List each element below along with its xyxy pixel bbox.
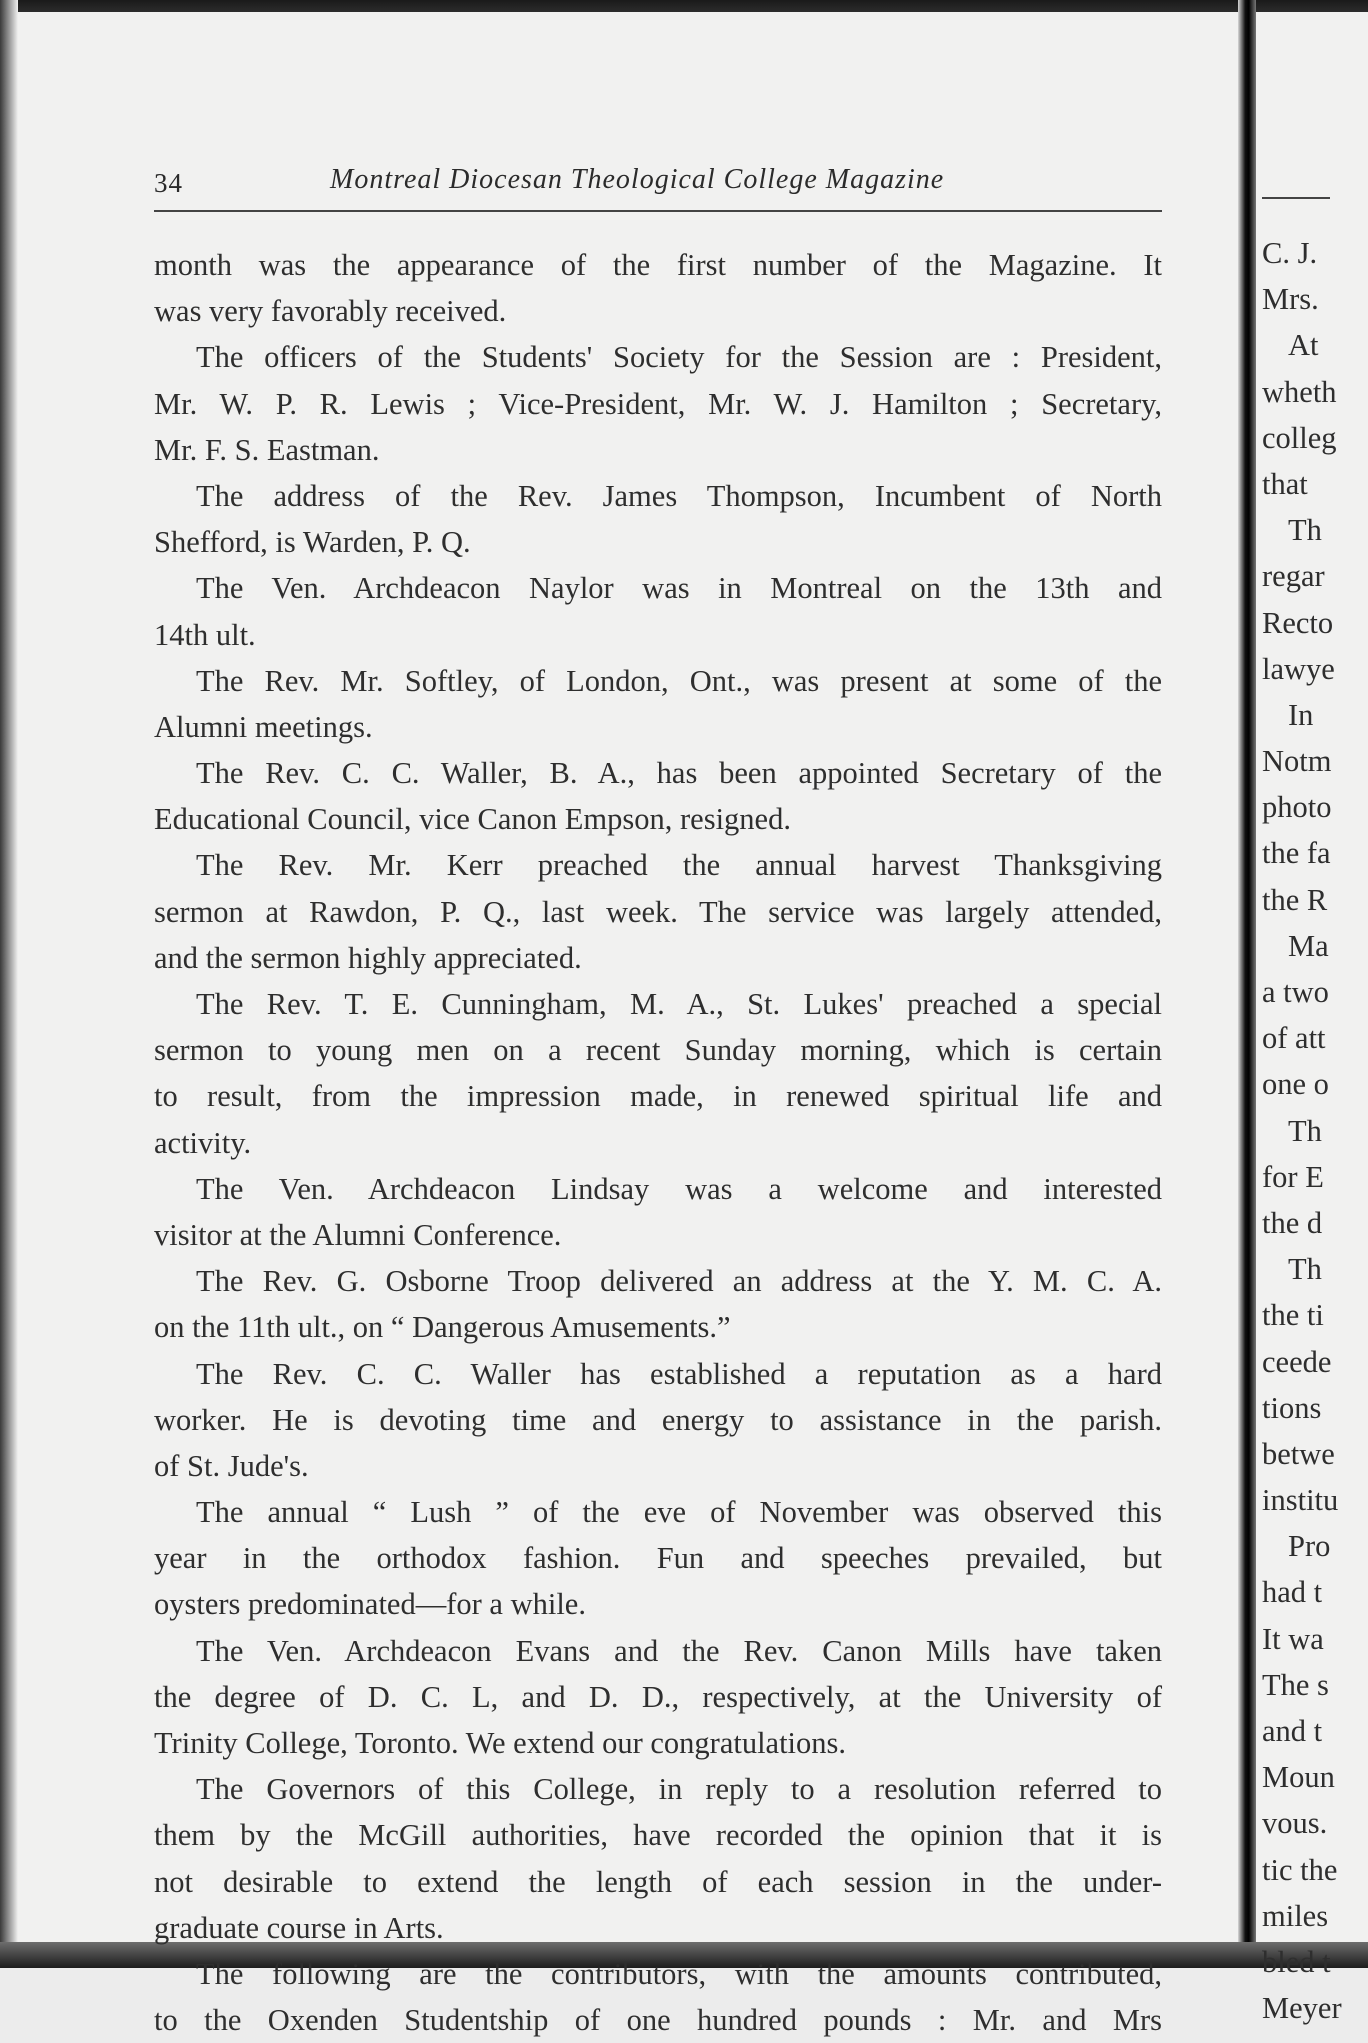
text-line: The following are the contributors, with the amounts contributed, [196, 1956, 1162, 1991]
right-text-line: Moun [1262, 1760, 1335, 1795]
right-text-line: one o [1262, 1067, 1329, 1102]
text-line: the degree of D. C. L, and D. D., respectively, at the University of [154, 1679, 1162, 1714]
text-line: of St. Jude's. [154, 1448, 309, 1483]
right-text-line: vous. [1262, 1806, 1328, 1841]
right-text-line: the ti [1262, 1298, 1324, 1333]
right-page [1262, 12, 1368, 2026]
text-line: activity. [154, 1125, 252, 1160]
right-text-line: the d [1262, 1205, 1323, 1240]
text-line: Shefford, is Warden, P. Q. [154, 525, 471, 560]
text-line: to the Oxenden Studentship of one hundred pounds : Mr. and Mrs [154, 2003, 1162, 2038]
right-text-line: for E [1262, 1159, 1324, 1194]
right-text-line: Mrs. [1262, 282, 1319, 317]
right-text-line: Pro [1288, 1529, 1331, 1564]
text-line: The Rev. T. E. Cunningham, M. A., St. Lukes' preached a special [196, 987, 1162, 1021]
right-text-line: betwe [1262, 1436, 1335, 1471]
header-rule [154, 210, 1162, 212]
text-line: month was the appearance of the first number of the Magazine. It [154, 248, 1162, 282]
text-line: The Ven. Archdeacon Naylor was in Montreal on the 13th and [196, 571, 1162, 606]
right-text-line: colleg [1262, 420, 1337, 455]
text-line: sermon to young men on a recent Sunday morning, which is certain [154, 1033, 1162, 1068]
right-text-line: At [1288, 328, 1319, 363]
text-line: Alumni meetings. [154, 709, 373, 744]
text-line: Trinity College, Toronto. We extend our congratulations. [154, 1726, 847, 1760]
right-text-line: C. J. [1262, 236, 1318, 270]
right-text-line: Recto [1262, 605, 1334, 640]
text-line: was very favorably received. [154, 294, 507, 329]
text-line: and the sermon highly appreciated. [154, 940, 582, 975]
right-text-line: photo [1262, 790, 1332, 825]
text-line: visitor at the Alumni Conference. [154, 1217, 562, 1252]
right-page-header-rule [1262, 197, 1330, 199]
right-text-line: institu [1262, 1483, 1339, 1518]
right-text-line: a two [1262, 975, 1329, 1009]
right-text-line: the R [1262, 882, 1328, 917]
text-line: The officers of the Students' Society for the Session are : President, [196, 340, 1162, 375]
text-line: graduate course in Arts. [154, 1910, 444, 1945]
text-line: The address of the Rev. James Thompson, Incumbent of North [196, 478, 1162, 513]
text-line: The Governors of this College, in reply to a resolution referred to [196, 1772, 1162, 1807]
text-line: Mr. W. P. R. Lewis ; Vice-President, Mr. W. J. Hamilton ; Secretary, [154, 386, 1162, 421]
text-line: The Rev. C. C. Waller has established a reputation as a hard [196, 1356, 1162, 1391]
text-line: not desirable to extend the length of each session in the under- [154, 1864, 1162, 1899]
text-line: Educational Council, vice Canon Empson, resigned. [154, 802, 791, 837]
right-text-line: had t [1262, 1575, 1323, 1610]
text-line: worker. He is devoting time and energy to assistance in the parish. [154, 1402, 1162, 1437]
text-line: to result, from the impression made, in renewed spiritual life and [154, 1079, 1162, 1114]
right-text-line: Ma [1288, 928, 1329, 963]
text-line: The Rev. Mr. Softley, of London, Ont., was present at some of the [196, 663, 1162, 698]
text-line: The annual “ Lush ” of the eve of November was observed this [196, 1495, 1162, 1530]
text-line: them by the McGill authorities, have recorded the opinion that it is [154, 1818, 1162, 1853]
right-page-body [1262, 230, 1342, 2031]
right-text-line: ceede [1262, 1344, 1332, 1379]
left-page-body [154, 242, 1162, 2043]
right-text-line: and t [1262, 1714, 1323, 1748]
right-text-line: bled t [1262, 1944, 1331, 1979]
right-text-line: of att [1262, 1021, 1326, 1056]
book-gutter [1238, 0, 1256, 1968]
right-text-line: tic the [1262, 1852, 1338, 1887]
page-number: 34 [154, 168, 183, 198]
text-line: The Rev. Mr. Kerr preached the annual harvest Thanksgiving [196, 848, 1162, 883]
right-text-line: Th [1288, 1252, 1322, 1287]
right-text-line: regar [1262, 559, 1325, 594]
right-text-line: lawye [1262, 651, 1335, 686]
right-text-line: It wa [1262, 1621, 1324, 1656]
right-text-line: the fa [1262, 836, 1331, 871]
text-line: oysters predominated—for a while. [154, 1587, 586, 1622]
right-text-line: miles [1262, 1898, 1329, 1933]
text-line: sermon at Rawdon, P. Q., last week. The service was largely attended, [154, 894, 1162, 929]
right-text-line: Meyer [1262, 1991, 1342, 2026]
right-text-line: that [1262, 466, 1308, 501]
right-text-line: The s [1262, 1667, 1329, 1702]
running-head: Montreal Diocesan Theological College Magazine [330, 164, 945, 195]
text-line: on the 11th ult., on “ Dangerous Amusements.” [154, 1310, 731, 1345]
scan-top-edge [0, 0, 1368, 12]
right-text-line: Notm [1262, 744, 1332, 779]
scan-left-edge [0, 0, 18, 1968]
text-line: The Rev. C. C. Waller, B. A., has been appointed Secretary of the [196, 756, 1162, 791]
right-text-line: wheth [1262, 374, 1337, 409]
right-text-line: Th [1288, 1113, 1322, 1148]
text-line: The Rev. G. Osborne Troop delivered an address at the Y. M. C. A. [196, 1264, 1162, 1299]
text-line: 14th ult. [154, 617, 256, 652]
text-line: The Ven. Archdeacon Lindsay was a welcome and interested [196, 1171, 1162, 1206]
text-line: The Ven. Archdeacon Evans and the Rev. Canon Mills have taken [196, 1633, 1162, 1668]
right-text-line: tions [1262, 1390, 1322, 1425]
right-text-line: In [1288, 697, 1314, 732]
right-text-line: Th [1288, 513, 1322, 548]
text-line: Mr. F. S. Eastman. [154, 432, 380, 467]
text-line: year in the orthodox fashion. Fun and speeches prevailed, but [154, 1541, 1162, 1576]
